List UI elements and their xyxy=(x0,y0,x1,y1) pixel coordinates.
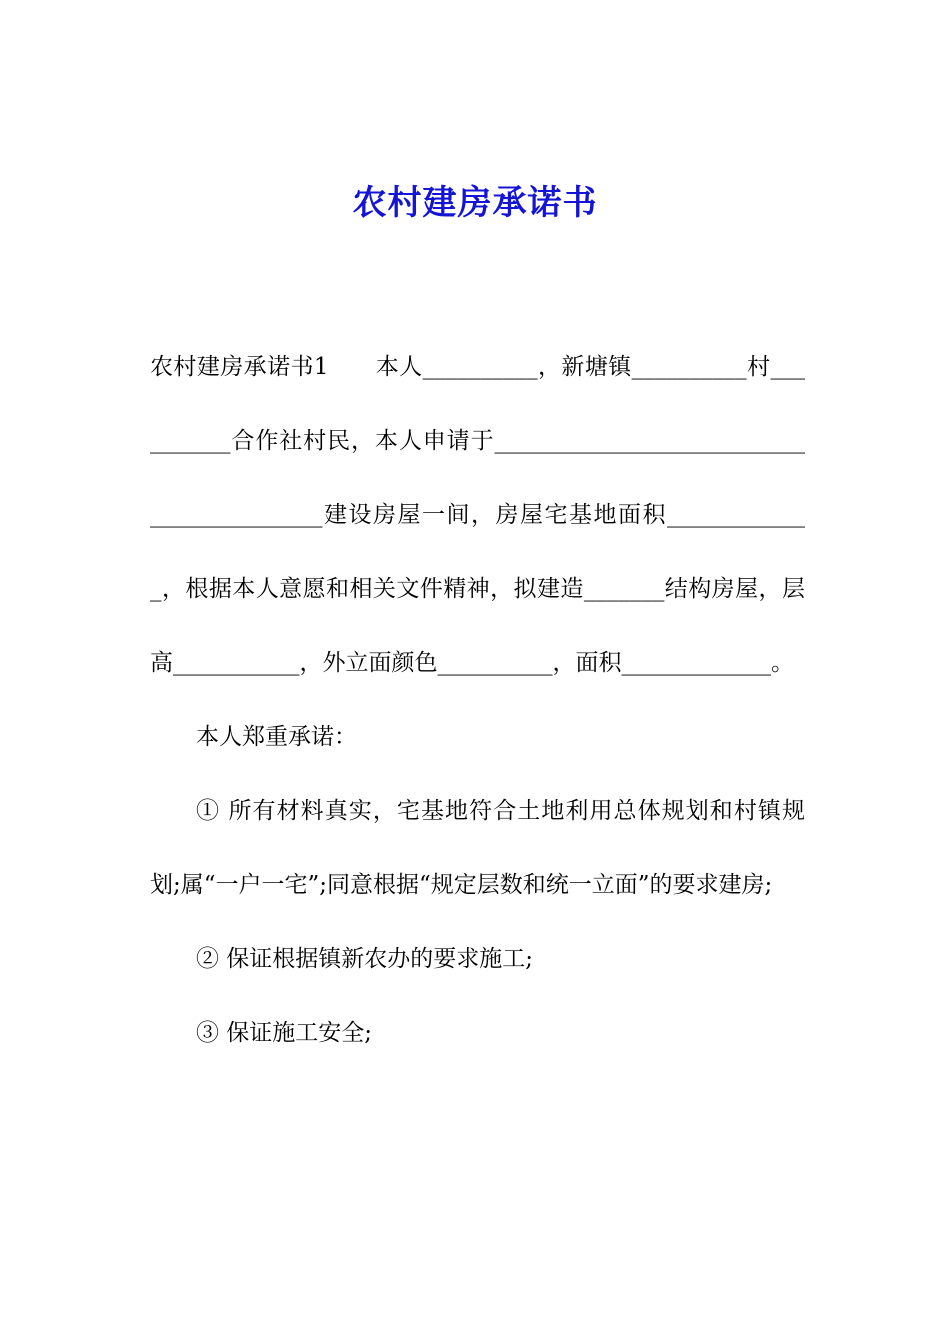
paragraph-pledge-2: ② 保证根据镇新农办的要求施工; xyxy=(196,946,534,972)
paragraph-pledge-1: ① 所有材料真实，宅基地符合土地利用总体规划和村镇规划;属“一户一宅”;同意根据“规定层数和统一立面”的要求建房; xyxy=(150,798,805,898)
document-title: 农村建房承诺书 xyxy=(352,183,598,223)
paragraph-pledge-heading: 本人郑重承诺： xyxy=(196,724,357,750)
paragraph-pledge-3: ③ 保证施工安全; xyxy=(196,1020,373,1046)
document-body xyxy=(150,330,805,1070)
paragraph-intro: 农村建房承诺书1 本人__________，新塘镇__________村__________合作社村民，本人申请于__________________________________________建设房屋一间，房屋宅基地面积_____________，根据本人意愿和相关文件精神，拟建造_______结构房屋，层高___________，外立面颜色__________，面积_____________。 xyxy=(150,354,805,676)
